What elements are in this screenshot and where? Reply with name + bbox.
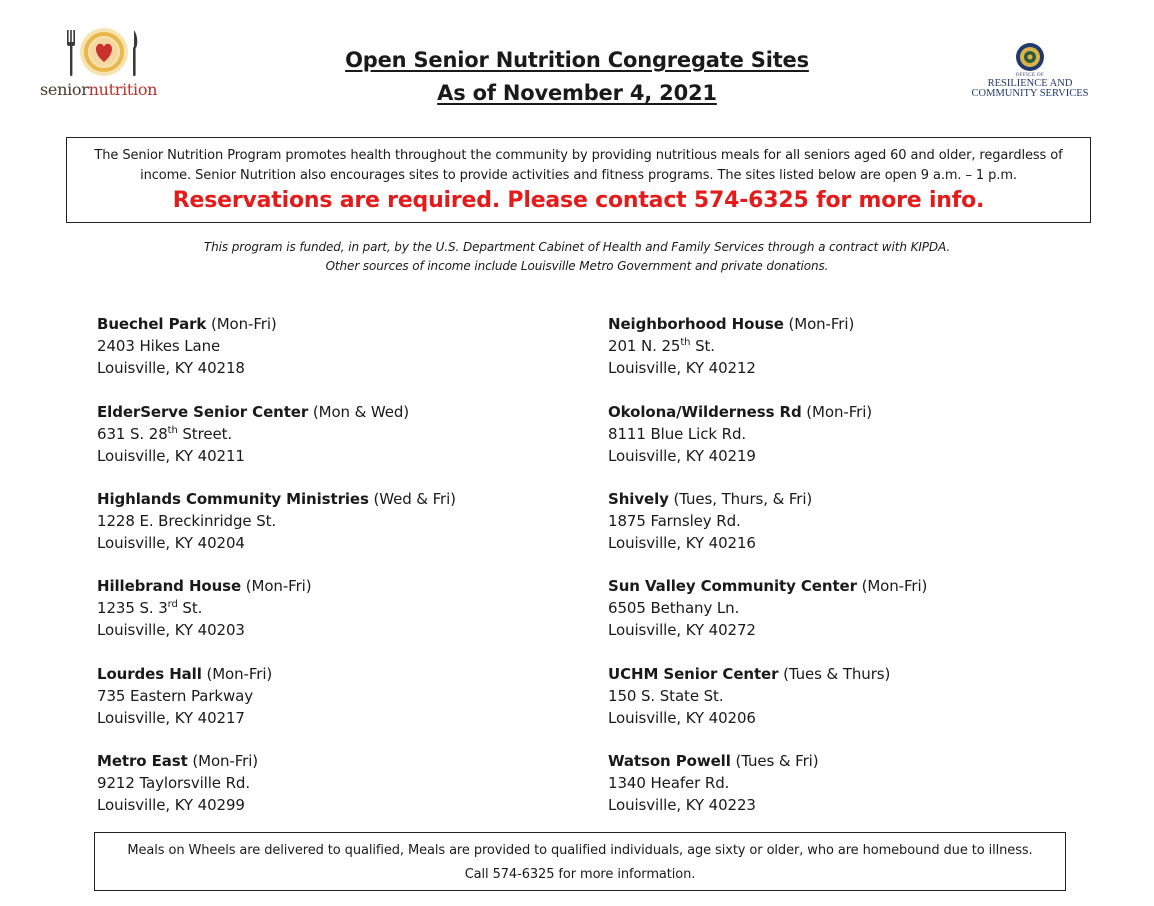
resilience-office-logo bbox=[962, 42, 1098, 99]
site-city: Louisville, KY 40219 bbox=[608, 447, 756, 465]
street-rest: Street. bbox=[177, 425, 233, 443]
org-name-line-1: RESILIENCE AND bbox=[987, 78, 1073, 89]
reservation-notice: Reservations are required. Please contact 574-6325 for more info. bbox=[172, 188, 985, 213]
site-name: Shively bbox=[608, 490, 669, 508]
site-days: (Mon-Fri) bbox=[788, 315, 855, 333]
site-city: Louisville, KY 40299 bbox=[97, 796, 245, 814]
title-line-1: Open Senior Nutrition Congregate Sites bbox=[345, 48, 809, 72]
logo-word-senior: senior bbox=[40, 80, 89, 99]
site-lourdes-hall bbox=[97, 663, 272, 729]
site-street: 6505 Bethany Ln. bbox=[608, 599, 740, 617]
site-city: Louisville, KY 40206 bbox=[608, 709, 756, 727]
site-street: 1340 Heafer Rd. bbox=[608, 774, 730, 792]
site-days: (Mon & Wed) bbox=[312, 403, 410, 421]
site-name: Hillebrand House bbox=[97, 577, 242, 595]
street-number: 201 N. 25 bbox=[608, 337, 681, 355]
site-city: Louisville, KY 40218 bbox=[97, 359, 245, 377]
site-city: Louisville, KY 40204 bbox=[97, 534, 245, 552]
site-name: Metro East bbox=[97, 752, 188, 770]
site-sun-valley-community-center bbox=[608, 575, 927, 641]
program-description: The Senior Nutrition Program promotes health throughout the community by providing nutritious meals for all seniors aged 60 and older, regardless of income. Senior Nutrition also encourages sites to provide activities and fitness programs. The sites listed below are open 9 a.m. – 1 p.m. bbox=[94, 148, 1063, 183]
site-name: ElderServe Senior Center bbox=[97, 403, 309, 421]
site-street: 150 S. State St. bbox=[608, 687, 724, 705]
site-days: (Wed & Fri) bbox=[373, 490, 456, 508]
site-days: (Tues & Thurs) bbox=[783, 665, 891, 683]
site-street: 8111 Blue Lick Rd. bbox=[608, 425, 747, 443]
meals-on-wheels-box bbox=[94, 832, 1066, 891]
site-okolona-wilderness-rd bbox=[608, 401, 872, 467]
site-uchm-senior-center bbox=[608, 663, 890, 729]
funding-line-1: This program is funded, in part, by the U.S. Department Cabinet of Health and Family Services through a contract with KIPDA. bbox=[203, 240, 951, 254]
site-buechel-park bbox=[97, 313, 277, 379]
site-street: 1875 Farnsley Rd. bbox=[608, 512, 741, 530]
site-street bbox=[97, 597, 311, 619]
site-days: (Mon-Fri) bbox=[245, 577, 312, 595]
site-days: (Tues & Fri) bbox=[735, 752, 819, 770]
site-street: 1228 E. Breckinridge St. bbox=[97, 512, 277, 530]
street-rest: St. bbox=[690, 337, 715, 355]
site-street bbox=[97, 423, 409, 445]
site-hillebrand-house bbox=[97, 575, 311, 641]
site-days: (Mon-Fri) bbox=[206, 665, 273, 683]
meals-on-wheels-phone: Call 574-6325 for more information. bbox=[464, 867, 696, 882]
site-city: Louisville, KY 40272 bbox=[608, 621, 756, 639]
site-street: 2403 Hikes Lane bbox=[97, 337, 221, 355]
street-number: 1235 S. 3 bbox=[97, 599, 168, 617]
site-name: UCHM Senior Center bbox=[608, 665, 779, 683]
ordinal-suffix: th bbox=[167, 425, 178, 436]
office-of-label: OFFICE OF bbox=[1015, 73, 1045, 78]
site-days: (Mon-Fri) bbox=[210, 315, 277, 333]
site-street bbox=[608, 335, 854, 357]
site-neighborhood-house bbox=[608, 313, 854, 379]
meals-on-wheels-text: Meals on Wheels are delivered to qualified, Meals are provided to qualified individuals, age sixty or older, who are homebound due to illness. bbox=[127, 843, 1033, 858]
ordinal-suffix: th bbox=[680, 337, 691, 348]
site-days: (Mon-Fri) bbox=[192, 752, 259, 770]
site-metro-east bbox=[97, 750, 258, 816]
site-city: Louisville, KY 40216 bbox=[608, 534, 756, 552]
site-city: Louisville, KY 40212 bbox=[608, 359, 756, 377]
site-name: Buechel Park bbox=[97, 315, 207, 333]
site-city: Louisville, KY 40223 bbox=[608, 796, 756, 814]
street-rest: St. bbox=[177, 599, 203, 617]
site-name: Okolona/Wilderness Rd bbox=[608, 403, 802, 421]
street-number: 631 S. 28 bbox=[97, 425, 168, 443]
site-highlands-community-ministries bbox=[97, 488, 456, 554]
site-shively bbox=[608, 488, 812, 554]
funding-line-2: Other sources of income include Louisville Metro Government and private donations. bbox=[325, 259, 829, 273]
site-street: 735 Eastern Parkway bbox=[97, 687, 254, 705]
site-name: Sun Valley Community Center bbox=[608, 577, 857, 595]
site-city: Louisville, KY 40203 bbox=[97, 621, 245, 639]
logo-word-nutrition: nutrition bbox=[88, 80, 158, 99]
site-name: Watson Powell bbox=[608, 752, 731, 770]
site-city: Louisville, KY 40211 bbox=[97, 447, 245, 465]
title-line-2: As of November 4, 2021 bbox=[437, 81, 717, 105]
org-name-line-2: COMMUNITY SERVICES bbox=[971, 88, 1089, 99]
site-days: (Mon-Fri) bbox=[806, 403, 873, 421]
ordinal-suffix: rd bbox=[167, 599, 178, 610]
funding-statement bbox=[0, 238, 1154, 276]
site-name: Highlands Community Ministries bbox=[97, 490, 369, 508]
city-seal-icon bbox=[1015, 42, 1045, 72]
intro-box bbox=[66, 137, 1091, 223]
site-watson-powell bbox=[608, 750, 818, 816]
site-street: 9212 Taylorsville Rd. bbox=[97, 774, 251, 792]
site-elderserve-senior-center bbox=[97, 401, 409, 467]
site-name: Lourdes Hall bbox=[97, 665, 202, 683]
site-city: Louisville, KY 40217 bbox=[97, 709, 245, 727]
site-name: Neighborhood House bbox=[608, 315, 784, 333]
site-days: (Tues, Thurs, & Fri) bbox=[673, 490, 813, 508]
site-days: (Mon-Fri) bbox=[861, 577, 928, 595]
